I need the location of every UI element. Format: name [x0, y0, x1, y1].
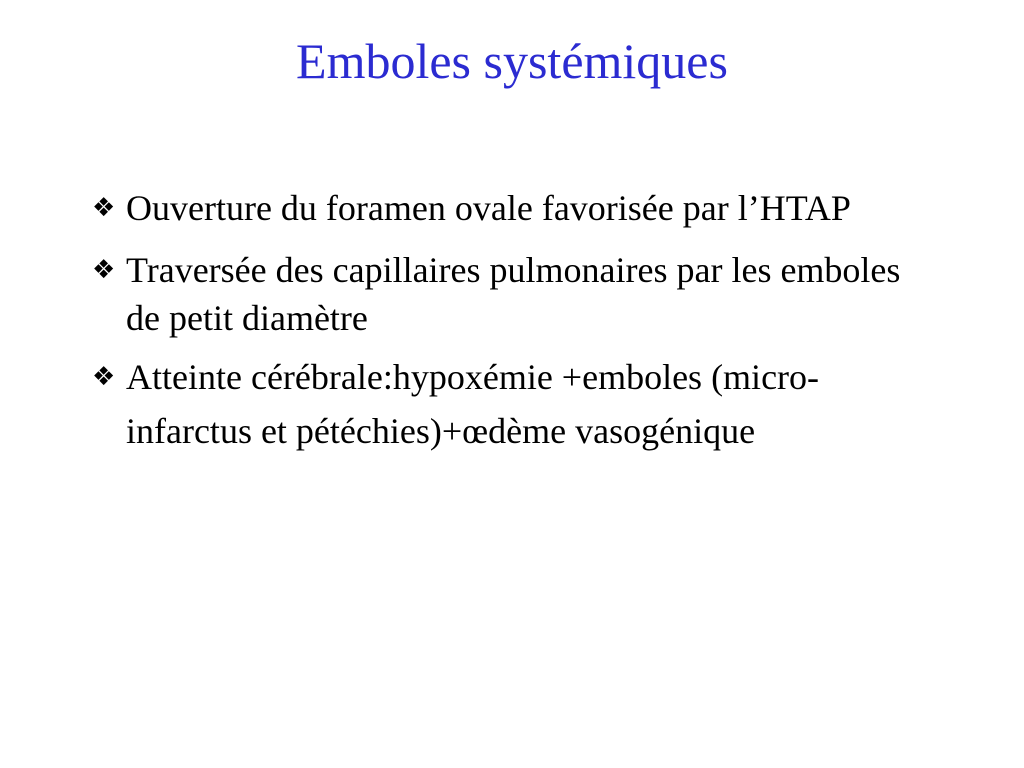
bullet-diamond-icon: ❖ [92, 255, 116, 285]
bullet-diamond-icon: ❖ [92, 193, 116, 223]
bullet-item-atteinte-cerebrale [92, 350, 932, 458]
slide-title: Emboles systémiques [296, 33, 728, 89]
bullet-text: Ouverture du foramen ovale favorisée par l’HTAP [126, 188, 851, 228]
bullet-diamond-icon: ❖ [92, 362, 116, 392]
bullet-item-capillaires [92, 246, 932, 342]
bullet-text: Atteinte cérébrale:hypoxémie +emboles (micro-infarctus et pétéchies)+œdème vasogénique [126, 357, 820, 451]
bullet-item-foramen-ovale [92, 184, 932, 232]
bullet-text: Traversée des capillaires pulmonaires par les emboles de petit diamètre [126, 250, 901, 338]
bullet-list [92, 184, 932, 472]
